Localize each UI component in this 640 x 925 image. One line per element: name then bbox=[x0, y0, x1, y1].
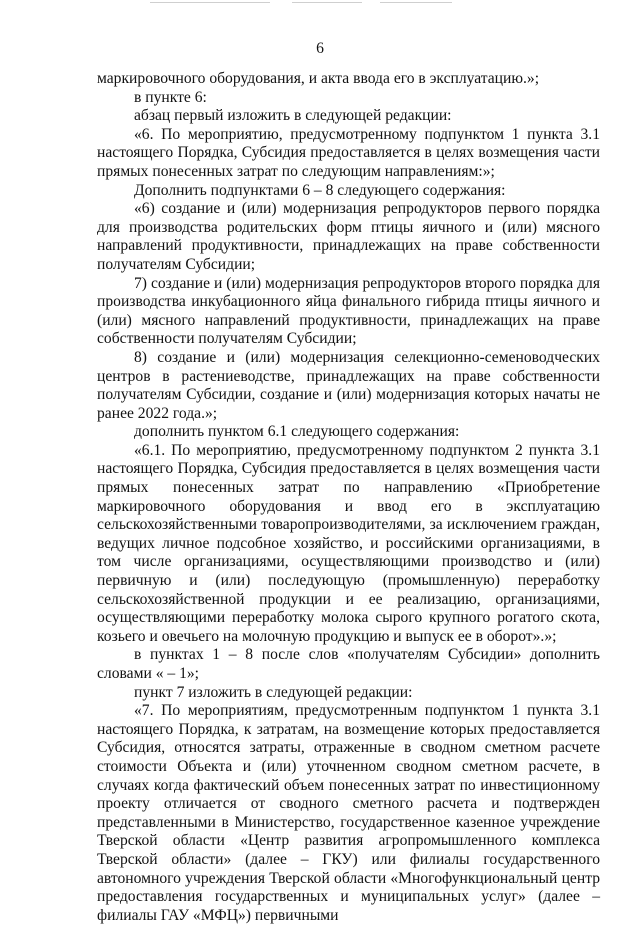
paragraph: «6. По мероприятию, предусмотренному подпунктом 1 пункта 3.1 настоящего Порядка, Субсидия предоставляется в целях возмещения части прямых понесенных затрат по следующим направлениям:»; bbox=[97, 125, 600, 180]
paragraph: в пунктах 1 – 8 после слов «получателям Субсидии» дополнить словами « – 1»; bbox=[97, 646, 600, 682]
paragraph: 7) создание и (или) модернизация репродукторов второго порядка для производства инкубационного яйца финального гибрида птицы яичного и (или) мясного направлений продуктивности, принадлежащих на праве собственности получателям Субсидии; bbox=[97, 274, 600, 348]
paragraph: «6.1. По мероприятию, предусмотренному подпунктом 2 пункта 3.1 настоящего Порядка, Субсидия предоставляется в целях возмещения части прямых понесенных затрат по направлению «Приобретение маркировочного оборудования и ввод его в эксплуатацию сельскохозяйственными товаропроизводителями, за исключением граждан, ведущих личное подсобное хозяйство, и российскими организациями, в том числе организациями, осуществляющими производство и (или) первичную и (или) последующую (промышленную) переработку сельскохозяйственной продукции и ее реализацию, организациями, осуществляющими переработку молока сырого крупного рогатого скота, козьего и овечьего на молочную продукцию и выпуск ее в оборот».»; bbox=[97, 441, 600, 645]
scan-artifact-line bbox=[292, 2, 362, 3]
document-body bbox=[97, 70, 600, 925]
paragraph: Дополнить подпунктами 6 – 8 следующего содержания: bbox=[134, 181, 506, 199]
scan-artifact-line bbox=[150, 2, 270, 3]
paragraph: абзац первый изложить в следующей редакции: bbox=[134, 107, 452, 125]
scan-artifact-line bbox=[380, 2, 452, 3]
paragraph: «6) создание и (или) модернизация репродукторов первого порядка для производства родительских форм птицы яичного и (или) мясного направлений продуктивности, принадлежащих на праве собственности получателям Субсидии; bbox=[97, 200, 600, 273]
page-number: 6 bbox=[316, 40, 324, 57]
paragraph: дополнить пунктом 6.1 следующего содержания: bbox=[134, 423, 460, 441]
paragraph: «7. По мероприятиям, предусмотренным подпунктом 1 пункта 3.1 настоящего Порядка, к затратам, на возмещение которых предоставляется Субсидия, относятся затраты, отраженные в сводном сметном расчете стоимости Объекта и (или) уточненном сводном сметном расчете, в случаях когда фактический объем понесенных затрат по инвестиционному проекту отличается от сводного сметного расчета и подтвержден представленными в Министерство, государственное казенное учреждение Тверской области «Центр развития агропромышленного комплекса Тверской области» (далее – ГКУ) или филиалы государственного автономного учреждения Тверской области «Многофункциональный центр предоставления государственных и муниципальных услуг» (далее – филиалы ГАУ «МФЦ») первичными bbox=[97, 702, 600, 924]
paragraph: пункт 7 изложить в следующей редакции: bbox=[134, 683, 413, 701]
paragraph: 8) создание и (или) модернизация селекционно-семеноводческих центров в растениеводстве, принадлежащих на праве собственности получателям Субсидии, создание и (или) модернизация которых начаты не ранее 2022 года.»; bbox=[97, 348, 600, 422]
paragraph-continuation: маркировочного оборудования, и акта ввода его в эксплуатацию.»; bbox=[97, 70, 540, 87]
paragraph: в пункте 6: bbox=[134, 88, 207, 106]
